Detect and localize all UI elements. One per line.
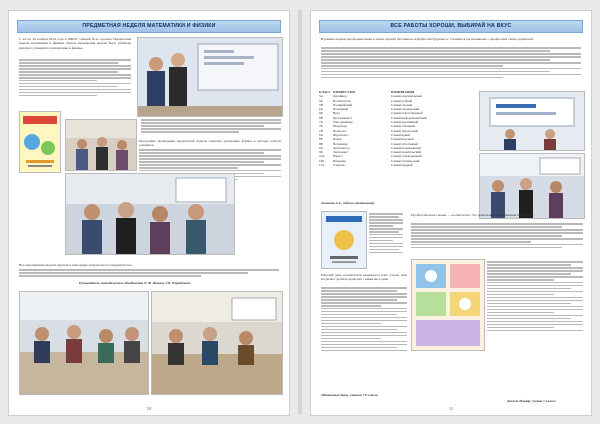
- profession-list-nomination: Самый смелый: [391, 102, 413, 107]
- profession-list-class: 5А: [319, 94, 324, 99]
- profession-list: [319, 90, 473, 167]
- profession-list-class: 7В: [319, 128, 323, 133]
- poster-professions: [321, 211, 367, 269]
- profession-list-class: 6А: [319, 107, 324, 112]
- lower-left-signature: Заботливые дети, ученики 7 Б класса: [321, 393, 378, 397]
- left-bottom-note: Все мероприятия недели прошли в атмосфере творчества и сотрудничества.: [19, 263, 133, 267]
- right-page-number: 11: [448, 406, 454, 411]
- photo-students-desks: [19, 291, 149, 395]
- profession-list-nomination: Самый неожиданный: [391, 145, 422, 150]
- lower-right-signature: Давлет Ильдар, ученик 7 класса: [507, 399, 556, 403]
- collage-drawings: [411, 259, 485, 351]
- photo-students-board: [137, 37, 283, 117]
- profession-list-profession: Экономист: [333, 150, 349, 155]
- profession-list-nomination: Самый творческий: [391, 128, 418, 133]
- profession-list-class: 9Б: [319, 150, 323, 155]
- profession-list-class: 7А: [319, 120, 324, 125]
- left-page-header: ПРЕДМЕТНАЯ НЕДЕЛЯ МАТЕМАТИКИ И ФИЗИКИ: [17, 20, 281, 33]
- profession-list-nomination: Самый креативный: [391, 120, 419, 125]
- list-signature: Хасанова З.А., педагог-организатор: [321, 201, 375, 205]
- profession-list-nomination: Самый яркий: [391, 132, 410, 137]
- profession-list-nomination: Самый мудрый: [391, 163, 413, 168]
- profession-list-header: КЛАСС ПРОФЕССИЯ НОМИНАЦИЯ: [319, 90, 415, 94]
- profession-list-nomination: Самый героический: [391, 107, 420, 112]
- profession-list-nomination: Самый справедливый: [391, 154, 422, 159]
- profession-list-class: 6В: [319, 115, 323, 120]
- lower-left-narrow-lines: [369, 213, 403, 253]
- profession-list-nomination: Самый информационный: [391, 115, 427, 120]
- profession-list-profession: Повар: [333, 137, 342, 142]
- left-intro-lines: [19, 59, 131, 96]
- profession-list-profession: Врач: [333, 111, 340, 116]
- profession-list-profession: Полицейский: [333, 102, 352, 107]
- profession-list-class: 8Б: [319, 137, 323, 142]
- profession-list-nomination: Самый технический: [391, 158, 420, 163]
- photo-festival-hall: [479, 153, 585, 219]
- profession-list-profession: Юрист: [333, 154, 343, 159]
- profession-list-nomination: Самый ответственный: [391, 111, 423, 116]
- poster-math-week: [19, 111, 61, 173]
- profession-list-class: 11А: [319, 163, 325, 168]
- lower-left-text: Рабочий день воспитателя начинается рано утром. Она встречает детей и проводит с ними весь день.: [321, 273, 407, 282]
- photo-class-lesson: [65, 119, 137, 171]
- profession-list-profession: Воспитатель: [333, 98, 351, 103]
- lower-right-intro: Профессия моего мамы — воспитатель. Это почётная и ответственная профессия.: [411, 213, 534, 217]
- profession-list-class: 8В: [319, 141, 323, 146]
- profession-list-profession: Дизайнер: [333, 94, 347, 99]
- profession-list-profession: Пожарный: [333, 107, 349, 112]
- profession-list-class: 10А: [319, 154, 325, 159]
- profession-list-nomination: Самый добрый: [391, 98, 413, 103]
- profession-list-class: 10Б: [319, 158, 325, 163]
- profession-list-nomination: Самый оригинальный: [391, 94, 422, 99]
- left-paragraph-2: Программа проведения предметной недели охватила различные формы и методы работы учащихся.: [139, 139, 281, 148]
- left-page-number: 10: [146, 406, 152, 411]
- left-middle-lines: [141, 119, 281, 133]
- right-page: [310, 10, 592, 416]
- profession-list-nomination: Самый практический: [391, 150, 421, 155]
- right-intro-text: В рамках недели профориентации в лицее прошёл фестиваль «Профессия будущего». Учащиеся рассказывали о профессиях своих родителей.: [321, 37, 534, 41]
- profession-list-profession: Архитектор: [333, 145, 350, 150]
- profession-list-class: 6Б: [319, 111, 323, 116]
- profession-list-class: 5Б: [319, 98, 323, 103]
- photo-students-classroom: [151, 291, 283, 395]
- right-page-header: ВСЕ РАБОТЫ ХОРОШИ, ВЫБИРАЙ НА ВКУС: [319, 20, 583, 33]
- profession-list-class: 9А: [319, 145, 324, 150]
- profession-list-nomination: Самый заботливый: [391, 141, 418, 146]
- left-page: [8, 10, 290, 416]
- profession-list-row: [319, 163, 473, 167]
- lower-right-lines-top: [411, 223, 583, 248]
- photo-festival-stage: [479, 91, 585, 151]
- photo-students-group: [65, 173, 235, 255]
- profession-list-profession: Журналист: [333, 132, 349, 137]
- profession-list-profession: Web-дизайнер: [333, 120, 353, 125]
- profession-list-profession: Учитель: [333, 163, 345, 168]
- profession-list-class: 8А: [319, 132, 324, 137]
- left-bottom-lines: [19, 269, 279, 277]
- profession-list-nomination: Самый вкусный: [391, 137, 414, 142]
- lower-right-lines: [487, 261, 583, 331]
- profession-list-profession: Модельер: [333, 124, 347, 129]
- profession-list-class: 5В: [319, 102, 323, 107]
- lower-left-lines: [321, 287, 407, 351]
- profession-list-profession: Инженер: [333, 158, 346, 163]
- book-gutter: [298, 10, 302, 414]
- left-signature: Руководитель методического объединения О. Ф. Жукова, Г.В. Нуртдинова: [79, 281, 191, 285]
- profession-list-class: 7Б: [319, 124, 323, 129]
- profession-list-profession: Психолог: [333, 128, 347, 133]
- profession-list-nomination: Самый стильный: [391, 124, 416, 129]
- profession-list-profession: Программист: [333, 115, 352, 120]
- left-intro-text: С 24 по 29 ноября 2014 года в МБОУ «Лицей №2» прошла Предметная неделя математики и физики. Целью проведения недели было развитие интереса учащихся к математике и физике.: [19, 37, 131, 50]
- profession-list-profession: Ветеринар: [333, 141, 348, 146]
- right-intro-lines: [321, 47, 581, 78]
